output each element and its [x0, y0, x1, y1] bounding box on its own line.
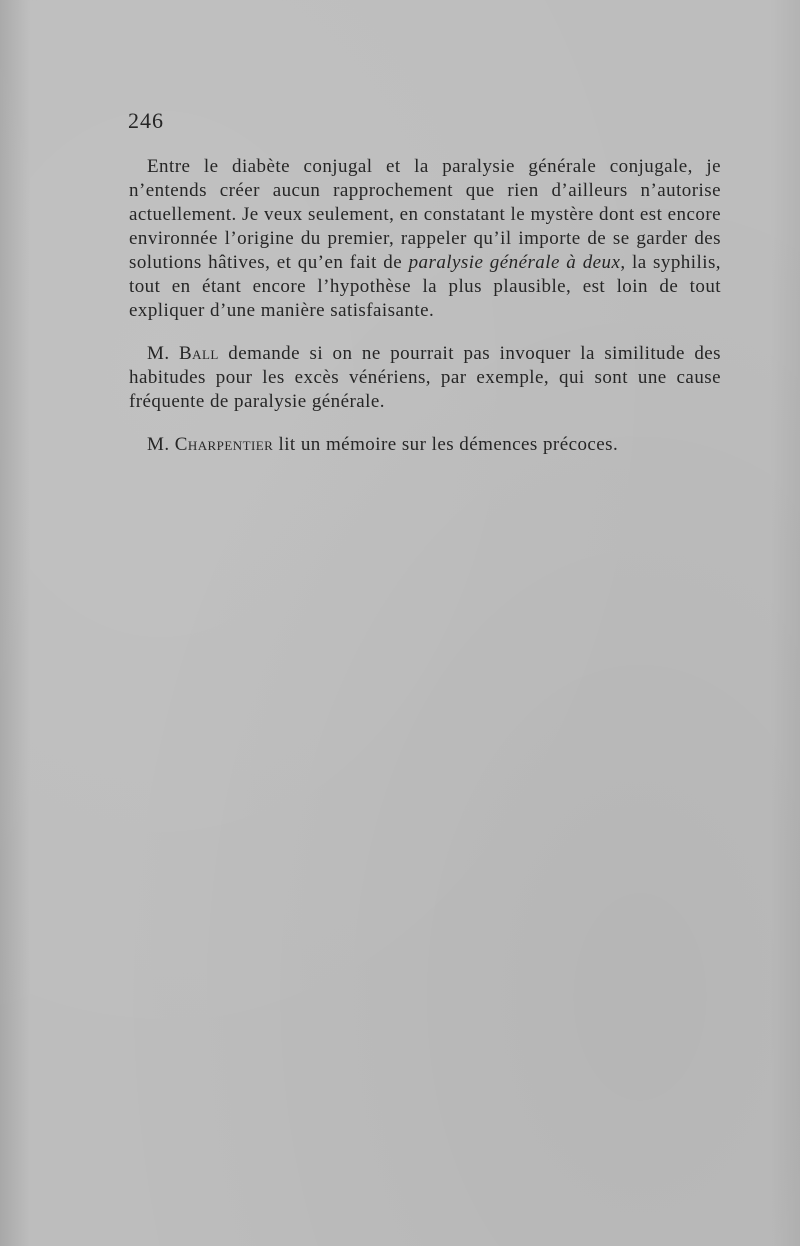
speaker-name: Charpentier [174, 434, 274, 455]
speaker-prefix: M. [147, 343, 180, 364]
paragraph-diabetes [129, 155, 721, 323]
paragraph-text: demande si on ne pourrait pas invoquer la similitude des habitudes pour les excès vénériens, par exemple, qui sont une cause fréquente de paralysie générale. [129, 343, 721, 412]
paragraph-text: , la syphilis, tout en étant encore l’hypothèse la plus plausible, est loin de tout expliquer d’une manière satisfaisante. [129, 252, 721, 321]
page-number: 246 [128, 108, 164, 133]
speaker-prefix: M. [147, 434, 175, 455]
body-text [129, 155, 721, 457]
paragraph-text: lit un mémoire sur les démences précoces. [273, 434, 619, 455]
paragraph-text: Entre le diabète conjugal et la paralysie générale conjugale, je n’entends créer aucun rapprochement que rien d’ailleurs n’autorise actuellement. Je veux seulement, en constatant le mystère dont est encore environnée l’origine du premier, rappeler qu’il importe de se garder des solutions hâtives, et qu’en fait de [129, 156, 721, 273]
italic-phrase: paralysie générale à deux [408, 252, 621, 273]
paragraph-charpentier [129, 433, 721, 457]
paragraph-ball [129, 342, 721, 414]
speaker-name: Ball [179, 343, 219, 364]
